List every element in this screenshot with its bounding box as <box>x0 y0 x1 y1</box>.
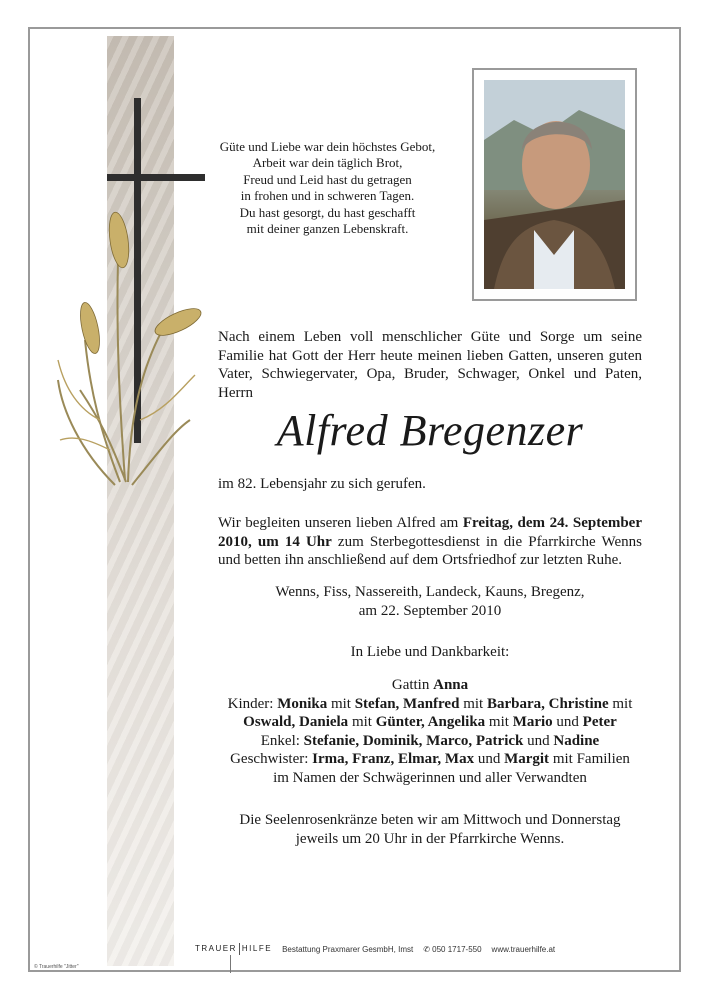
thanks-line: In Liebe und Dankbarkeit: <box>350 644 510 660</box>
copyright: © Trauerhilfe "Jitter" <box>34 964 79 970</box>
portrait-figure-icon <box>484 80 625 289</box>
children-label: Kinder: <box>227 695 278 712</box>
cross-horizontal-beam <box>107 174 205 181</box>
connector: und <box>523 732 554 749</box>
grandchild-name: Nadine <box>553 732 600 749</box>
connector: mit <box>348 714 376 730</box>
spouse-line <box>205 676 655 695</box>
footer-divider <box>230 955 231 973</box>
siblings-tail: mit Familien <box>549 751 630 767</box>
connector: und <box>474 751 505 767</box>
grandchildren-line <box>205 732 655 751</box>
brand-left: TRAUER <box>195 944 237 954</box>
child-name: Oswald, Daniela <box>243 714 349 730</box>
place-date <box>205 583 655 620</box>
rosary-text <box>205 811 655 848</box>
children-line <box>205 695 655 714</box>
portrait-photo <box>484 80 625 289</box>
child-name: Mario <box>512 714 553 730</box>
funeral-text <box>218 514 642 570</box>
sibling-name: Margit <box>504 751 550 767</box>
deceased-name: Alfred Bregenzer <box>276 406 584 455</box>
family-list <box>205 676 655 787</box>
spouse-label: Gattin <box>391 677 434 693</box>
grandchildren-label: Enkel: <box>260 732 304 749</box>
brand-divider <box>239 943 240 955</box>
funeral-date: Freitag, dem 24. September 2010, um 14 Uhr <box>218 515 643 550</box>
brand-right: HILFE <box>241 944 273 954</box>
company-name: Bestattung Praxmarer GesmbH, Imst <box>282 944 414 954</box>
child-name: Stefan, Manfred <box>354 695 460 712</box>
connector: mit <box>327 695 355 712</box>
relatives-line: im Namen der Schwägerinnen und aller Verwandten <box>273 769 587 786</box>
funeral-part: Wir begleiten unseren lieben Alfred am <box>218 515 463 531</box>
siblings-label: Geschwister: <box>230 751 313 767</box>
phone-number: 050 1717-550 <box>432 944 482 954</box>
siblings-line <box>205 750 655 769</box>
portrait-frame <box>472 68 637 301</box>
children-line <box>205 713 655 732</box>
footer <box>195 942 635 956</box>
connector: mit <box>608 695 633 712</box>
intro-text: Nach einem Leben voll menschlicher Güte und Sorge um seine Familie hat Gott der Herr heute meinen lieben Gatten, unseren guten Vater, Schwiegervater, Opa, Bruder, Schwager, Onkel und Paten, Herrn <box>218 329 642 401</box>
phone-icon: ✆ <box>423 944 430 954</box>
poem-line: Arbeit war dein täglich Brot, <box>252 155 403 171</box>
cross-and-wheat-icon <box>40 90 210 510</box>
rosary-line: Die Seelenrosenkränze beten wir am Mittwoch und Donnerstag <box>239 812 621 828</box>
connector: mit <box>459 695 487 712</box>
connector: mit <box>485 714 513 730</box>
child-name: Barbara, Christine <box>486 695 609 712</box>
funeral-part: zum Sterbegottesdienst in die Pfarrkirche Wenns und betten ihn anschließend auf dem Ortsfriedhof zur letzten Ruhe. <box>218 533 642 568</box>
phone <box>423 945 481 954</box>
connector: und <box>552 714 583 730</box>
child-name: Monika <box>277 695 328 712</box>
poem-line: mit deiner ganzen Lebenskraft. <box>246 221 409 237</box>
child-name: Peter <box>582 714 617 730</box>
poem-line: Güte und Liebe war dein höchstes Gebot, <box>219 139 436 154</box>
child-name: Günter, Angelika <box>375 714 486 730</box>
siblings-names: Irma, Franz, Elmar, Max <box>312 751 475 767</box>
poem-line: Du hast gesorgt, du hast geschafft <box>239 204 416 220</box>
poem-line: Freud und Leid hast du getragen <box>243 171 412 187</box>
age-text: im 82. Lebensjahr zu sich gerufen. <box>218 476 426 492</box>
grandchildren-names: Stefanie, Dominik, Marco, Patrick <box>303 732 524 749</box>
rosary-line: jeweils um 20 Uhr in der Pfarrkirche Wenns. <box>295 830 565 847</box>
date-line: am 22. September 2010 <box>358 602 502 619</box>
poem-line: in frohen und in schweren Tagen. <box>240 188 415 204</box>
poem <box>205 139 450 237</box>
place-line: Wenns, Fiss, Nassereith, Landeck, Kauns, Bregenz, <box>275 584 585 600</box>
brand-logo <box>195 943 272 955</box>
website: www.trauerhilfe.at <box>491 944 556 954</box>
spouse-name: Anna <box>433 677 469 693</box>
